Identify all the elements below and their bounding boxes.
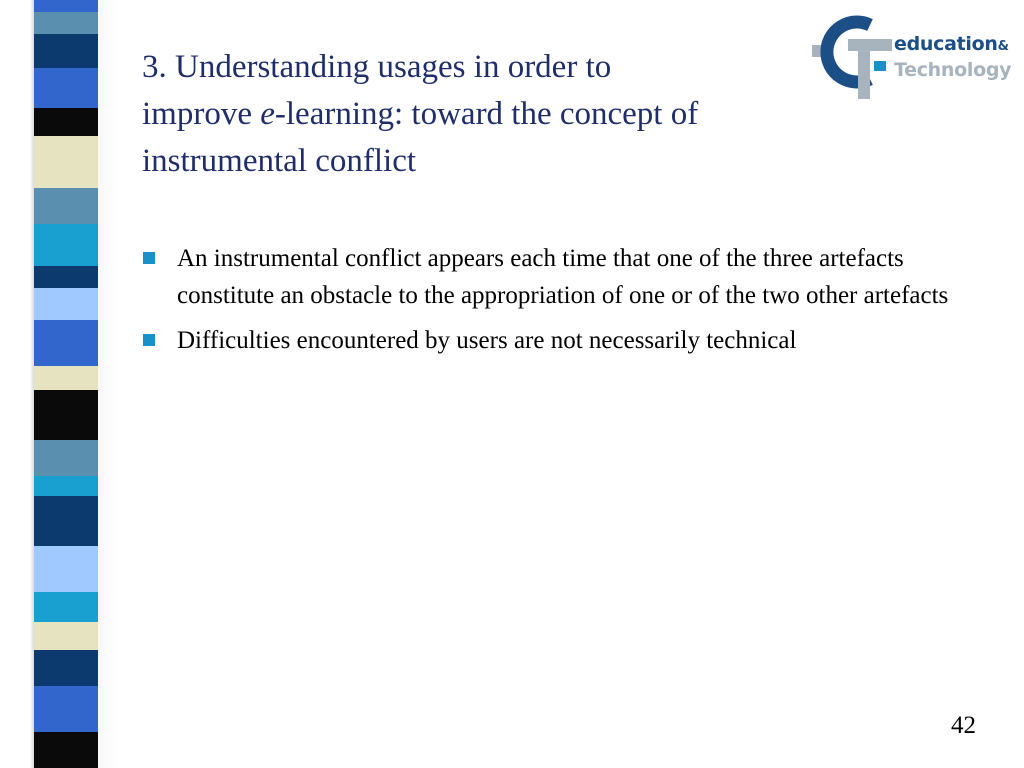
logo-line-1: [894, 33, 1009, 55]
strip-block: [34, 0, 98, 12]
strip-block: [34, 266, 98, 288]
strip-block: [34, 440, 98, 476]
strip-block: [34, 34, 98, 68]
strip-block: [34, 224, 98, 266]
bullet-text: Difficulties encountered by users are not necessarily technical: [177, 327, 797, 354]
strip-block: [34, 732, 98, 768]
strip-block: [34, 288, 98, 320]
ct-logo-icon: [808, 15, 892, 105]
title-line-2-start: improve: [142, 96, 261, 132]
bullet-list: [142, 240, 982, 367]
strip-block: [34, 686, 98, 732]
strip-block: [34, 366, 98, 390]
decorative-strip: [0, 0, 120, 768]
strip-block: [34, 68, 98, 108]
strip-block: [34, 136, 98, 188]
square-bullet-icon: [143, 334, 155, 346]
title-line-2: [142, 91, 822, 138]
slide-title: [142, 44, 822, 185]
strip-block: [34, 188, 98, 224]
strip-block: [34, 546, 98, 592]
strip-block: [34, 592, 98, 622]
strip-block: [34, 12, 98, 34]
strip-block: [34, 108, 98, 136]
square-bullet-icon: [143, 252, 155, 264]
education-technology-logo: [808, 15, 1012, 105]
title-line-3: instrumental conflict: [142, 143, 417, 179]
logo-ampersand: &: [997, 39, 1009, 54]
title-line-1: 3. Understanding usages in order to: [142, 49, 612, 85]
title-line-2-end: -learning: toward the concept of: [274, 96, 699, 132]
strip-band: [34, 0, 98, 768]
page-number: 42: [951, 712, 976, 739]
bullet-item: [142, 240, 982, 314]
logo-education: education: [894, 33, 998, 55]
bullet-item: [142, 322, 982, 359]
bullet-text: An instrumental conflict appears each time that one of the three artefacts constitute an obstacle to the appropriation of one or of the two other artefacts: [177, 245, 949, 309]
title-italic-e: e: [260, 96, 275, 132]
logo-technology: Technology: [894, 59, 1012, 81]
strip-block: [34, 390, 98, 440]
strip-block: [34, 496, 98, 546]
strip-block: [34, 320, 98, 366]
strip-block: [34, 476, 98, 496]
strip-block: [34, 622, 98, 650]
strip-block: [34, 650, 98, 686]
